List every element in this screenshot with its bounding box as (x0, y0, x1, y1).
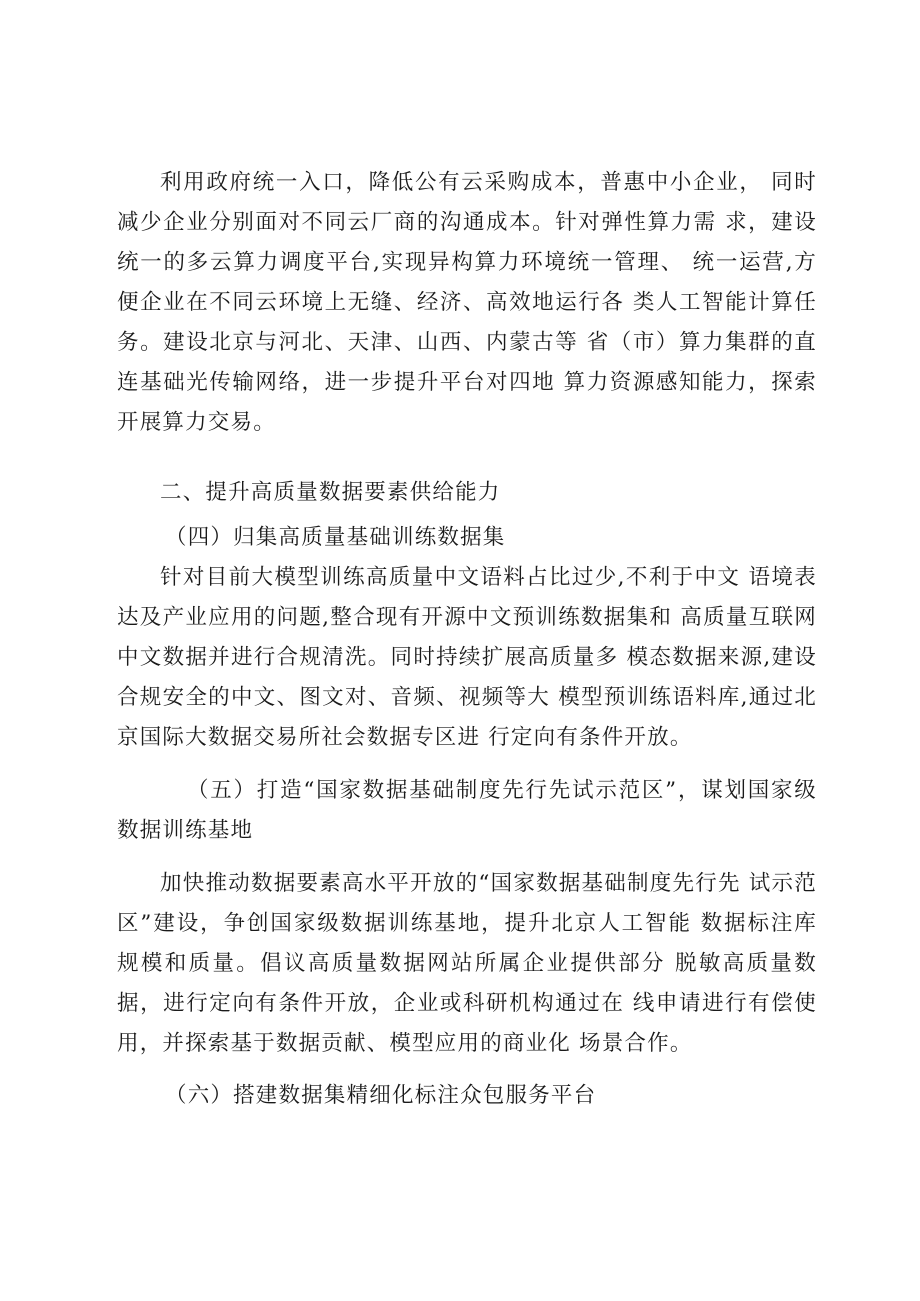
section-heading: 二、提升高质量数据要素供给能力 (160, 480, 501, 505)
paragraph-4: 针对目前大模型训练高质量中文语料占比过少,不利于中文 语境表达及产业应用的问题,整合现有开源中文预训练数据集和 高质量互联网中文数据并进行合规清洗。同时持续扩展高质量多 模态数据来源,建设合规安全的中文、图文对、音频、视频等大 模型预训练语料库,通过北京国际大数据交易所社会数据专区进 行定向有条件开放。 (117, 565, 817, 750)
paragraph-5: 加快推动数据要素高水平开放的“国家数据基础制度先行先 试示范区”建设，争创国家级数据训练基地，提升北京人工智能 数据标注库规模和质量。倡议高质量数据网站所属企业提供部分 脱敏高质量数据，进行定向有条件开放，企业或科研机构通过在 线申请进行有偿使用，并探索基于数据贡献、模型应用的商业化 场景合作。 (117, 871, 817, 1056)
subheading-6: （六）搭建数据集精细化标注众包服务平台 (165, 1083, 597, 1108)
paragraph-cloud-procurement: 利用政府统一入口，降低公有云采购成本，普惠中小企业， 同时减少企业分别面对不同云厂商的沟通成本。针对弹性算力需 求，建设统一的多云算力调度平台,实现异构算力环境统一管理、 统一运营,方便企业在不同云环境上无缝、经济、高效地运行各 类人工智能计算任务。建设北京与河北、天津、山西、内蒙古等 省（市）算力集群的直连基础光传输网络，进一步提升平台对四地 算力资源感知能力，探索开展算力交易。 (117, 170, 817, 435)
subheading-5: （五）打造“国家数据基础制度先行先试示范区”，谋划国家级数据训练基地 (117, 778, 817, 843)
subheading-4: （四）归集高质量基础训练数据集 (165, 525, 506, 550)
